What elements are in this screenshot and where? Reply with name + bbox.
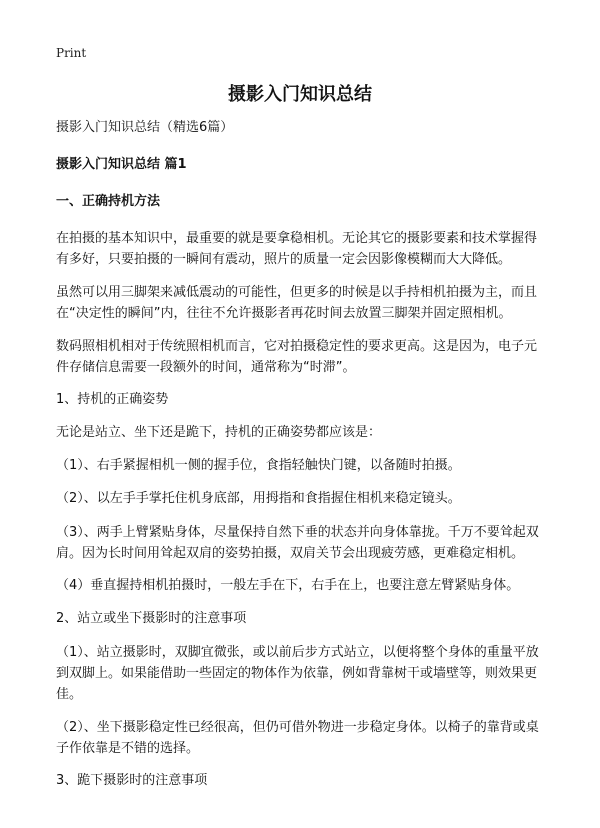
list-heading: 1、持机的正确姿势 bbox=[56, 392, 169, 407]
paragraph: 数码照相机相对于传统照相机而言，它对拍摄稳定性的要求更高。这是因为，电子元件存储信息需要一段额外的时间，通常称为“时滞”。 bbox=[56, 339, 538, 375]
list-item: （1）、右手紧握相机一侧的握手位，食指轻触快门键，以备随时拍摄。 bbox=[56, 458, 461, 473]
list-item: （3）、两手上臂紧贴身体，尽量保持自然下垂的状态并向身体靠拢。千万不要耸起双肩。因为长时间用耸起双肩的姿势拍摄，双肩关节会出现疲劳感，更难稳定相机。 bbox=[56, 525, 539, 561]
paragraph: 虽然可以用三脚架来减低震动的可能性，但更多的时候是以手持相机拍摄为主，而且在“决定性的瞬间”内，往往不允许摄影者再花时间去放置三脚架并固定照相机。 bbox=[56, 285, 538, 321]
list-heading: 3、跪下摄影时的注意事项 bbox=[56, 773, 208, 788]
paragraph: 无论是站立、坐下还是跪下，持机的正确姿势都应该是： bbox=[56, 425, 382, 440]
list-item: （4）垂直握持相机拍摄时，一般左手在下，右手在上，也要注意左臂紧贴身体。 bbox=[56, 578, 520, 593]
document-subtitle: 摄影入门知识总结（精选6篇） bbox=[56, 120, 234, 135]
document-title: 摄影入门知识总结 bbox=[228, 84, 372, 105]
list-item: （2）、以左手手掌托住机身底部，用拇指和食指握住相机来稳定镜头。 bbox=[56, 491, 461, 506]
paragraph: 在拍摄的基本知识中，最重要的就是要拿稳相机。无论其它的摄影要素和技术掌握得有多好，只要拍摄的一瞬间有震动，照片的质量一定会因影像模糊而大大降低。 bbox=[56, 231, 538, 267]
list-heading: 2、站立或坐下摄影时的注意事项 bbox=[56, 611, 247, 626]
list-item: （2）、坐下摄影稳定性已经很高，但仍可借外物进一步稳定身体。以椅子的靠背或桌子作依靠是不错的选择。 bbox=[56, 720, 539, 756]
print-link[interactable]: Print bbox=[56, 46, 87, 60]
list-item: （1）、站立摄影时，双脚宜微张，或以前后步方式站立，以便将整个身体的重量平放到双脚上。如果能借助一些固定的物体作为依靠，例如背靠树干或墙壁等，则效果更佳。 bbox=[56, 645, 539, 702]
section-heading: 摄影入门知识总结 篇1 bbox=[56, 157, 187, 172]
document-body bbox=[56, 118, 546, 804]
sub-heading: 一、正确持机方法 bbox=[56, 194, 161, 209]
